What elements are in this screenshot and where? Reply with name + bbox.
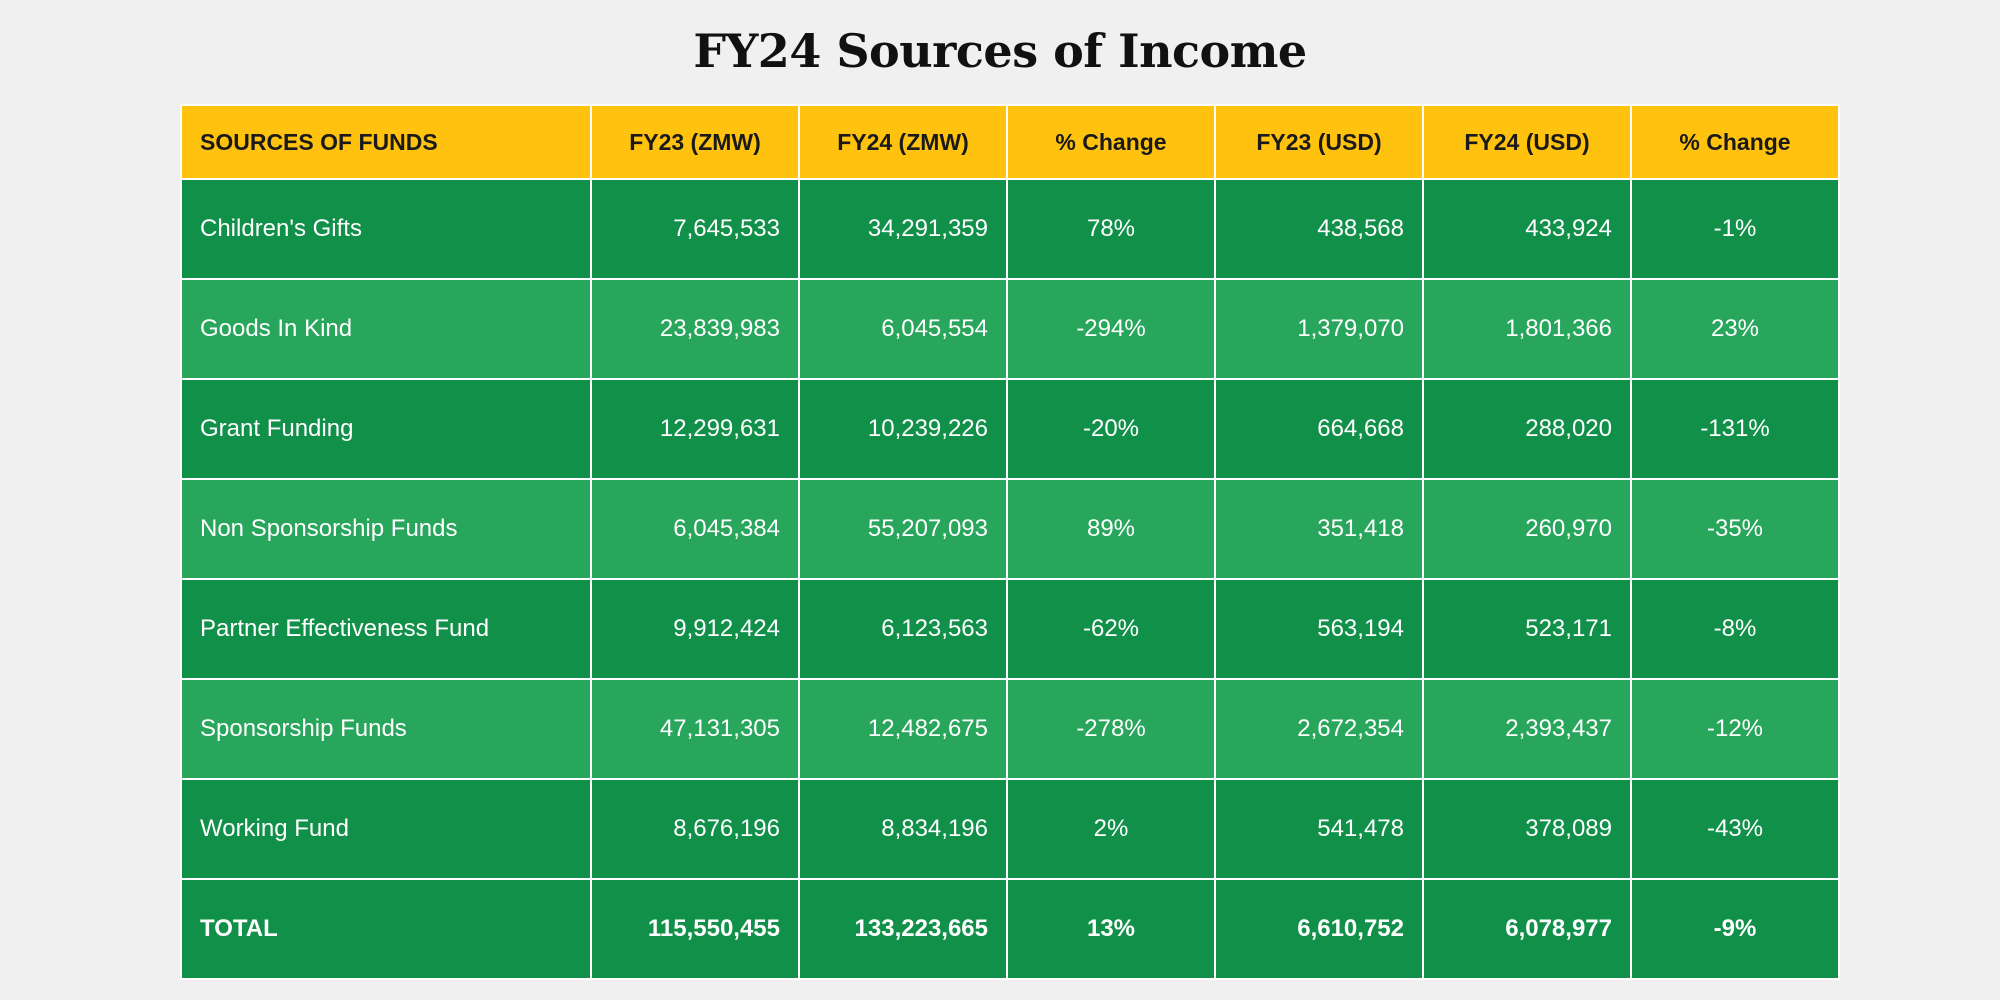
table-body [181,179,1839,979]
total-fy23-zmw: 115,550,455 [591,879,799,979]
cell-fy23-usd: 563,194 [1215,579,1423,679]
table-row [181,479,1839,579]
cell-fy24-usd: 260,970 [1423,479,1631,579]
column-header-fy24-usd: FY24 (USD) [1423,105,1631,179]
cell-change-zmw: 78% [1007,179,1215,279]
cell-fy24-zmw: 6,123,563 [799,579,1007,679]
cell-fy23-usd: 541,478 [1215,779,1423,879]
cell-fy23-usd: 438,568 [1215,179,1423,279]
row-label: Partner Effectiveness Fund [181,579,591,679]
cell-fy24-zmw: 12,482,675 [799,679,1007,779]
cell-fy23-zmw: 12,299,631 [591,379,799,479]
table-row [181,779,1839,879]
column-header-sources: SOURCES OF FUNDS [181,105,591,179]
cell-fy23-zmw: 9,912,424 [591,579,799,679]
column-header-fy23-usd: FY23 (USD) [1215,105,1423,179]
cell-change-zmw: 89% [1007,479,1215,579]
table-row [181,279,1839,379]
cell-change-usd: -1% [1631,179,1839,279]
cell-fy24-usd: 288,020 [1423,379,1631,479]
table-header-row [181,105,1839,179]
cell-change-zmw: -20% [1007,379,1215,479]
page-title: FY24 Sources of Income [693,24,1307,78]
row-label: Sponsorship Funds [181,679,591,779]
total-fy24-usd: 6,078,977 [1423,879,1631,979]
cell-change-usd: -35% [1631,479,1839,579]
cell-fy23-usd: 664,668 [1215,379,1423,479]
cell-change-usd: 23% [1631,279,1839,379]
cell-fy24-usd: 433,924 [1423,179,1631,279]
column-header-fy24-zmw: FY24 (ZMW) [799,105,1007,179]
table-row [181,679,1839,779]
cell-fy23-usd: 351,418 [1215,479,1423,579]
cell-fy23-usd: 1,379,070 [1215,279,1423,379]
cell-fy24-usd: 2,393,437 [1423,679,1631,779]
cell-change-zmw: 2% [1007,779,1215,879]
cell-fy24-usd: 1,801,366 [1423,279,1631,379]
cell-fy23-zmw: 8,676,196 [591,779,799,879]
table-row [181,179,1839,279]
table-total-row [181,879,1839,979]
row-label: Goods In Kind [181,279,591,379]
cell-change-usd: -12% [1631,679,1839,779]
row-label: Non Sponsorship Funds [181,479,591,579]
cell-fy24-usd: 378,089 [1423,779,1631,879]
table-row [181,579,1839,679]
total-change-usd: -9% [1631,879,1839,979]
cell-fy24-zmw: 55,207,093 [799,479,1007,579]
total-fy23-usd: 6,610,752 [1215,879,1423,979]
cell-fy23-zmw: 7,645,533 [591,179,799,279]
total-change-zmw: 13% [1007,879,1215,979]
cell-change-usd: -8% [1631,579,1839,679]
table-header [181,105,1839,179]
column-header-fy23-zmw: FY23 (ZMW) [591,105,799,179]
cell-change-usd: -131% [1631,379,1839,479]
cell-change-zmw: -62% [1007,579,1215,679]
cell-fy23-zmw: 6,045,384 [591,479,799,579]
row-label: Working Fund [181,779,591,879]
cell-fy23-zmw: 23,839,983 [591,279,799,379]
cell-fy24-usd: 523,171 [1423,579,1631,679]
cell-fy24-zmw: 8,834,196 [799,779,1007,879]
income-table [180,104,1840,980]
column-header-change-zmw: % Change [1007,105,1215,179]
cell-fy23-zmw: 47,131,305 [591,679,799,779]
total-label: TOTAL [181,879,591,979]
income-table-container [180,104,1820,980]
cell-fy24-zmw: 10,239,226 [799,379,1007,479]
table-row [181,379,1839,479]
cell-change-zmw: -294% [1007,279,1215,379]
total-fy24-zmw: 133,223,665 [799,879,1007,979]
column-header-change-usd: % Change [1631,105,1839,179]
cell-change-zmw: -278% [1007,679,1215,779]
cell-fy24-zmw: 34,291,359 [799,179,1007,279]
row-label: Grant Funding [181,379,591,479]
row-label: Children's Gifts [181,179,591,279]
cell-change-usd: -43% [1631,779,1839,879]
cell-fy24-zmw: 6,045,554 [799,279,1007,379]
cell-fy23-usd: 2,672,354 [1215,679,1423,779]
